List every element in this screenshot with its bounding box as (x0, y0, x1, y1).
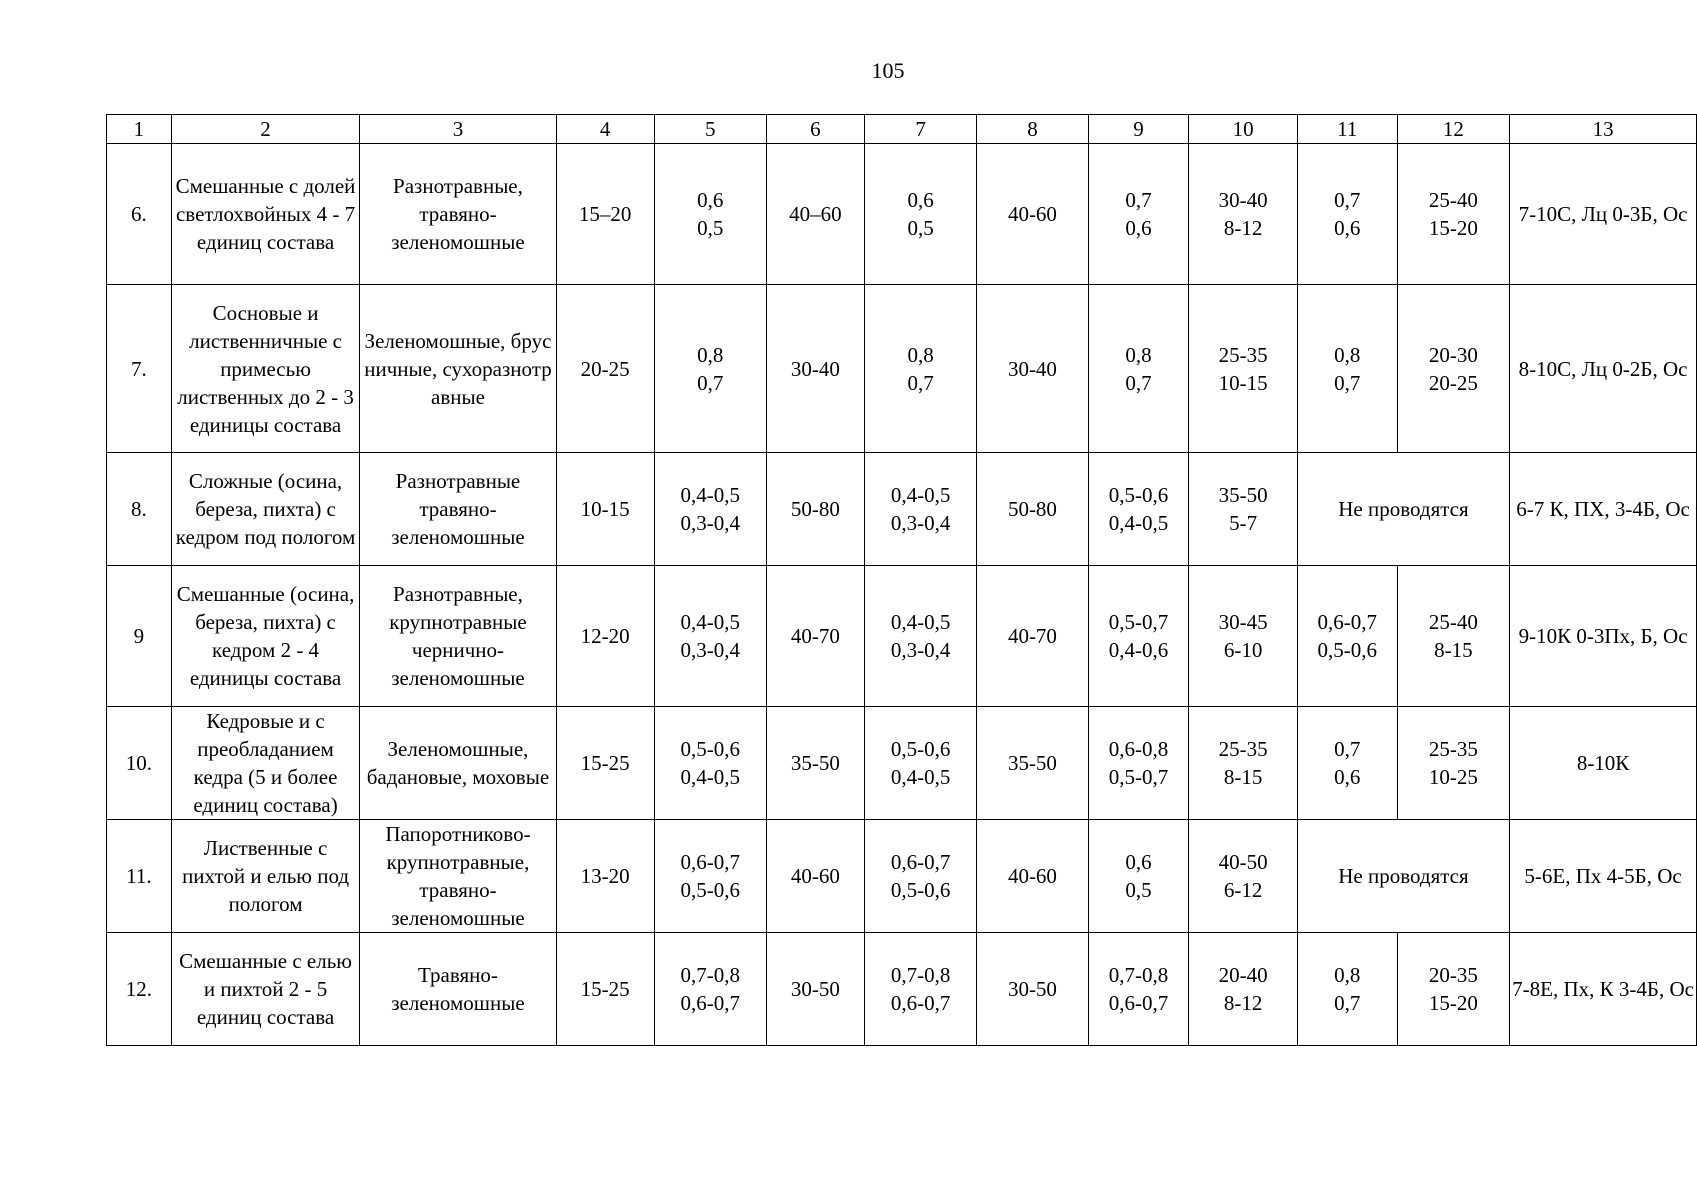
table-cell: 0,5-0,6 0,4-0,5 (1088, 453, 1189, 566)
table-cell: 12-20 (556, 566, 654, 707)
table-cell: 0,5-0,6 0,4-0,5 (864, 707, 976, 820)
column-number: 8 (977, 115, 1088, 144)
forest-type-cell: Зеленомошные, брусничные, сухоразнотравные (360, 285, 556, 453)
table-cell: 0,8 0,7 (864, 285, 976, 453)
table-cell: 15-25 (556, 933, 654, 1046)
table-cell: 0,6-0,7 0,5-0,6 (864, 820, 976, 933)
row-number: 10. (107, 707, 172, 820)
composition-cell: 8-10К (1510, 707, 1697, 820)
table-cell: 0,4-0,5 0,3-0,4 (864, 453, 976, 566)
table-cell: 20-35 15-20 (1397, 933, 1510, 1046)
column-number: 6 (766, 115, 864, 144)
stand-type-cell: Сложные (осина, береза, пихта) с кедром под пологом (171, 453, 359, 566)
table-cell: 0,6 0,5 (1088, 820, 1189, 933)
table-cell: 0,6 0,5 (864, 144, 976, 285)
forest-type-cell: Разнотравные травяно-зеленомошные (360, 453, 556, 566)
composition-cell: 6-7 К, ПХ, 3-4Б, Ос (1510, 453, 1697, 566)
stand-type-cell: Смешанные с долей светлохвойных 4 - 7 единиц состава (171, 144, 359, 285)
table-cell: 30-40 8-12 (1189, 144, 1297, 285)
row-number: 6. (107, 144, 172, 285)
table-cell: 15–20 (556, 144, 654, 285)
table-cell: 15-25 (556, 707, 654, 820)
column-number: 5 (654, 115, 766, 144)
table-row (107, 453, 1697, 566)
table-row (107, 933, 1697, 1046)
page-number: 105 (871, 58, 905, 83)
table-cell: 25-40 8-15 (1397, 566, 1510, 707)
table-cell: 0,8 0,7 (654, 285, 766, 453)
not-conducted-cell: Не проводятся (1297, 453, 1509, 566)
table-cell: 0,8 0,7 (1297, 285, 1397, 453)
table-cell: 30-50 (766, 933, 864, 1046)
table-cell: 0,7-0,8 0,6-0,7 (1088, 933, 1189, 1046)
stand-type-cell: Смешанные с елью и пихтой 2 - 5 единиц состава (171, 933, 359, 1046)
table-cell: 0,7-0,8 0,6-0,7 (654, 933, 766, 1046)
table-cell: 0,4-0,5 0,3-0,4 (864, 566, 976, 707)
forest-type-cell: Зеленомошные, бадановые, моховые (360, 707, 556, 820)
composition-cell: 5-6Е, Пх 4-5Б, Ос (1510, 820, 1697, 933)
table-cell: 40-60 (977, 820, 1088, 933)
column-number: 10 (1189, 115, 1297, 144)
forest-type-cell: Разнотравные, крупнотравные чернично-зеленомошные (360, 566, 556, 707)
table-cell: 0,8 0,7 (1088, 285, 1189, 453)
table-cell: 35-50 5-7 (1189, 453, 1297, 566)
table-row (107, 285, 1697, 453)
row-number: 11. (107, 820, 172, 933)
column-number: 1 (107, 115, 172, 144)
table-cell: 40-50 6-12 (1189, 820, 1297, 933)
table-cell: 0,8 0,7 (1297, 933, 1397, 1046)
table-cell: 25-35 8-15 (1189, 707, 1297, 820)
table-cell: 30-50 (977, 933, 1088, 1046)
table-cell: 40-60 (766, 820, 864, 933)
row-number: 12. (107, 933, 172, 1046)
table-cell: 0,7 0,6 (1297, 144, 1397, 285)
column-number: 7 (864, 115, 976, 144)
table-cell: 0,5-0,6 0,4-0,5 (654, 707, 766, 820)
table-cell: 35-50 (977, 707, 1088, 820)
table-cell: 25-35 10-25 (1397, 707, 1510, 820)
table-cell: 0,4-0,5 0,3-0,4 (654, 566, 766, 707)
stand-type-cell: Кедровые и с преобладанием кедра (5 и более единиц состава) (171, 707, 359, 820)
column-number: 12 (1397, 115, 1510, 144)
table-cell: 13-20 (556, 820, 654, 933)
table-row (107, 566, 1697, 707)
composition-cell: 9-10К 0-3Пх, Б, Ос (1510, 566, 1697, 707)
table-cell: 0,6-0,8 0,5-0,7 (1088, 707, 1189, 820)
table-cell: 20-40 8-12 (1189, 933, 1297, 1046)
forest-type-cell: Травяно-зеленомошные (360, 933, 556, 1046)
column-number: 9 (1088, 115, 1189, 144)
row-number: 7. (107, 285, 172, 453)
table-cell: 0,4-0,5 0,3-0,4 (654, 453, 766, 566)
forest-table (106, 114, 1697, 1046)
composition-cell: 7-8Е, Пх, К 3-4Б, Ос (1510, 933, 1697, 1046)
table-cell: 20-30 20-25 (1397, 285, 1510, 453)
forest-type-cell: Папоротниково-крупнотравные, травяно-зеленомошные (360, 820, 556, 933)
table-cell: 0,7 0,6 (1088, 144, 1189, 285)
column-number: 2 (171, 115, 359, 144)
table-cell: 50-80 (977, 453, 1088, 566)
table-cell: 50-80 (766, 453, 864, 566)
table-cell: 30-40 (766, 285, 864, 453)
composition-cell: 8-10С, Лц 0-2Б, Ос (1510, 285, 1697, 453)
table-cell: 40-70 (766, 566, 864, 707)
table-cell: 20-25 (556, 285, 654, 453)
column-number: 4 (556, 115, 654, 144)
table-cell: 10-15 (556, 453, 654, 566)
table-cell: 25-35 10-15 (1189, 285, 1297, 453)
table-cell: 40–60 (766, 144, 864, 285)
table-row (107, 820, 1697, 933)
table-cell: 0,7 0,6 (1297, 707, 1397, 820)
table-cell: 0,6 0,5 (654, 144, 766, 285)
table-cell: 40-60 (977, 144, 1088, 285)
table-header-row (107, 115, 1697, 144)
table-row (107, 144, 1697, 285)
column-number: 13 (1510, 115, 1697, 144)
table-cell: 30-45 6-10 (1189, 566, 1297, 707)
table-cell: 25-40 15-20 (1397, 144, 1510, 285)
table-cell: 35-50 (766, 707, 864, 820)
table-cell: 30-40 (977, 285, 1088, 453)
table-cell: 0,6-0,7 0,5-0,6 (1297, 566, 1397, 707)
not-conducted-cell: Не проводятся (1297, 820, 1509, 933)
table-cell: 40-70 (977, 566, 1088, 707)
row-number: 8. (107, 453, 172, 566)
table-cell: 0,5-0,7 0,4-0,6 (1088, 566, 1189, 707)
stand-type-cell: Сосновые и лиственничные с примесью лиственных до 2 - 3 единицы состава (171, 285, 359, 453)
column-number: 11 (1297, 115, 1397, 144)
composition-cell: 7-10С, Лц 0-3Б, Ос (1510, 144, 1697, 285)
row-number: 9 (107, 566, 172, 707)
forest-type-cell: Разнотравные, травяно-зеленомошные (360, 144, 556, 285)
table-row (107, 707, 1697, 820)
table-cell: 0,7-0,8 0,6-0,7 (864, 933, 976, 1046)
stand-type-cell: Смешанные (осина, береза, пихта) с кедром 2 - 4 единицы состава (171, 566, 359, 707)
table-cell: 0,6-0,7 0,5-0,6 (654, 820, 766, 933)
column-number: 3 (360, 115, 556, 144)
stand-type-cell: Лиственные с пихтой и елью под пологом (171, 820, 359, 933)
